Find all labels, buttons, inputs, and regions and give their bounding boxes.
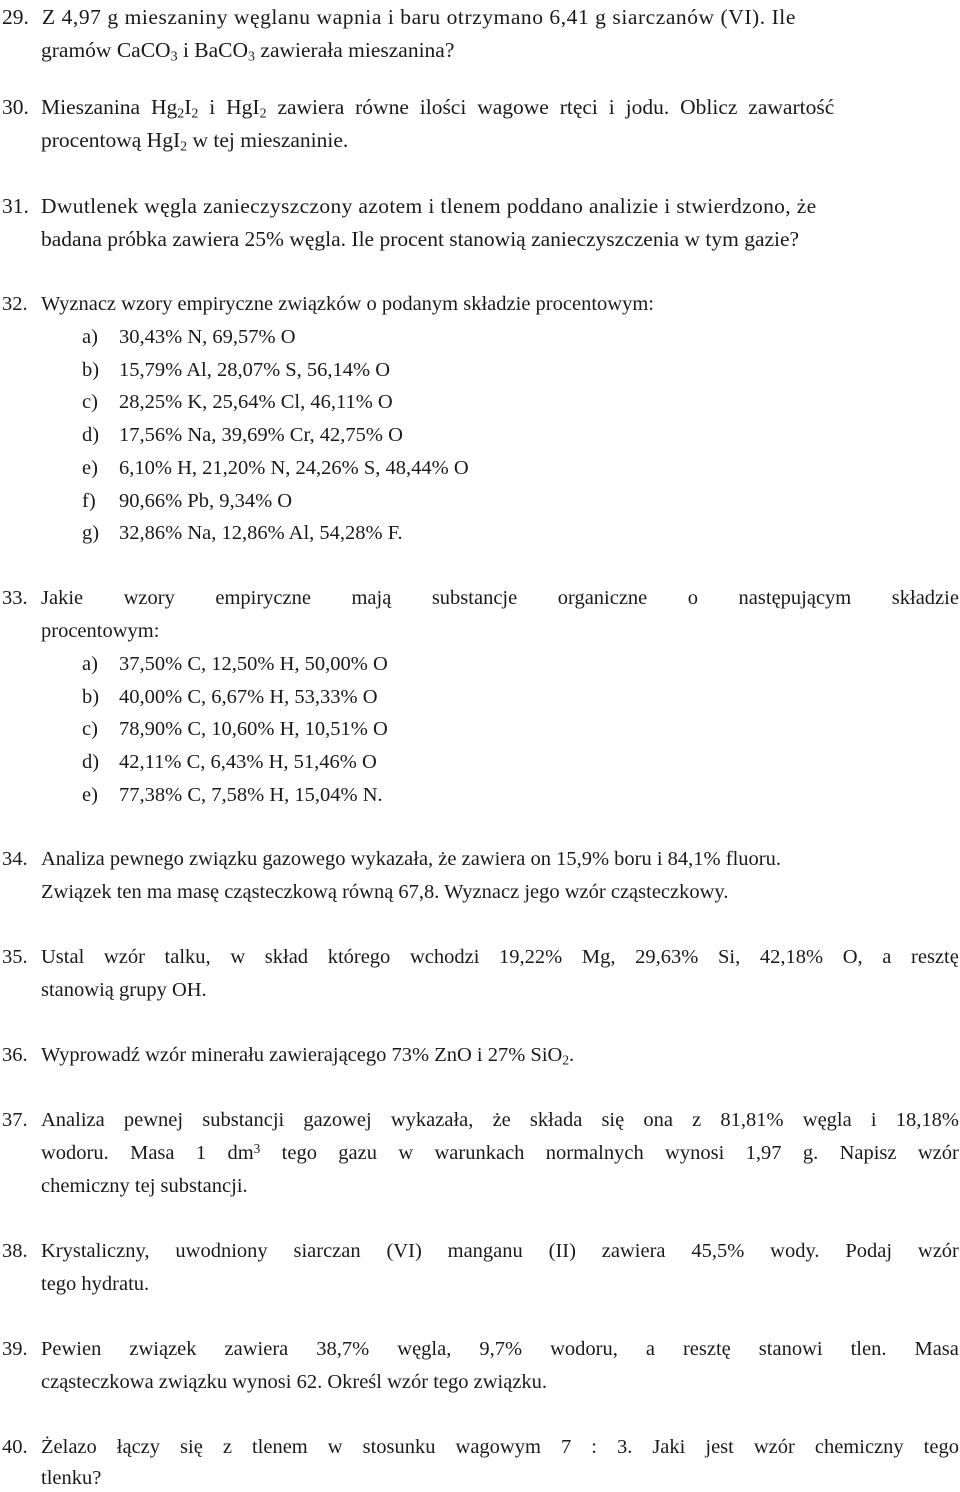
word: (VI) [386,1240,422,1262]
word: się [180,1436,203,1458]
word: Jakie [41,587,84,609]
word: skład [264,946,309,968]
word: tego [281,1142,317,1164]
word: a [645,1338,655,1360]
word: O, [842,946,863,968]
problem-text: procentowym: [41,620,160,642]
problem-text: chemiczny tej substancji. [41,1175,248,1197]
item-text: 17,56% Na, 39,69% Cr, 42,75% O [119,424,403,447]
word: siarczan [293,1240,361,1262]
word: organiczne [557,587,648,609]
word: wzór [103,946,145,968]
word: warunkach [434,1142,525,1164]
word: się [601,1109,625,1131]
word: 19,22% [499,946,563,968]
item-text: 15,79% Al, 28,07% S, 56,14% O [119,358,391,381]
word: węgla [802,1109,852,1131]
text-run: Wyprowadź wzór minerału zawierającego 73% ZnO i 27% SiO [41,1044,563,1066]
item-label: e) [82,783,98,806]
word: 38,7% [316,1338,370,1360]
word: wzory [123,587,175,609]
word: resztę [911,946,959,968]
word: łączy [116,1436,161,1458]
item-label: b) [82,358,100,381]
word: składa [529,1109,583,1131]
subscript: 2 [259,106,267,122]
word: związek [129,1338,197,1360]
word: wzór [917,1240,959,1262]
problem-text: tego hydratu. [41,1273,150,1295]
word: talku, [164,946,211,968]
problem-number: 35. [2,946,28,968]
word: węgla, [397,1338,452,1360]
word: jest [705,1436,734,1458]
word: 9,7% [479,1338,523,1360]
subscript: 2 [177,106,185,122]
problem-text [41,1041,574,1069]
problem-text: Wyznacz wzory empiryczne związków o podanym składzie procentowym: [41,293,654,315]
word: : [591,1436,597,1458]
item-label: d) [82,751,100,774]
superscript: 3 [253,1141,261,1157]
item-text: 42,11% C, 6,43% H, 51,46% O [119,751,377,774]
word: w [398,1142,414,1164]
word: Jaki [652,1436,686,1458]
word: wynosi [665,1142,725,1164]
word: stanowi [758,1338,823,1360]
problem-text: tlenku? [41,1467,102,1489]
item-text: 30,43% N, 69,57% O [119,326,296,348]
text-run: gramów CaCO [41,38,171,62]
word: składzie [891,587,959,609]
word: wzór [917,1142,959,1164]
word: g. [802,1142,819,1164]
word: wzór [753,1436,795,1458]
word: wykazała, [390,1109,474,1131]
word: resztę [682,1338,731,1360]
text-run: zawiera równe ilości wagowe rtęci i jodu. Oblicz zawartość [266,95,835,119]
word: tlen. [850,1338,887,1360]
item-label: b) [82,685,100,708]
problem-text: badana próbka zawiera 25% węgla. Ile procent stanowią zanieczyszczenia w tym gazie? [41,227,800,251]
problem-text: stanowią grupy OH. [41,979,207,1001]
item-text: 78,90% C, 10,60% H, 10,51% O [119,718,388,741]
problem-number: 32. [2,293,28,315]
item-label: a) [82,653,98,675]
problem-number: 34. [2,848,28,870]
word: wchodzi [409,946,480,968]
word: normalnych [545,1142,644,1164]
problem-text [41,1433,959,1461]
word: 18,18% [895,1109,959,1131]
word: substancje [431,587,518,609]
subscript: 3 [248,49,256,65]
problem-number: 33. [2,587,28,609]
problem-text: cząsteczkowa związku wynosi 62. Określ wzór tego związku. [41,1371,548,1393]
text-run: procentową HgI [41,128,181,152]
word: którego [327,946,391,968]
word: Napisz [839,1142,897,1164]
problem-number: 31. [2,194,29,218]
item-label: f) [82,489,96,512]
item-text: 32,86% Na, 12,86% Al, 54,28% F. [119,522,403,545]
word: (II) [548,1240,576,1262]
item-label: c) [82,391,98,414]
text-run: Mieszanina Hg [41,95,178,119]
word: gazu [338,1142,377,1164]
text-run: zawierała mieszanina? [255,38,455,62]
word: Mg, [581,946,616,968]
word: Podaj [845,1240,893,1262]
problem-number: 30. [2,95,29,119]
word: ona [643,1109,673,1131]
text-run: . [569,1044,575,1066]
word: 1 [195,1142,207,1164]
subscript: 3 [170,49,178,65]
word: zawiera [601,1240,666,1262]
word: 29,63% [635,946,699,968]
subscript: 2 [562,1052,569,1068]
item-label: e) [82,456,98,479]
item-label: a) [82,326,98,348]
word: chemiczny [814,1436,904,1458]
word: z [222,1436,232,1458]
word: Masa [914,1338,959,1360]
problem-number: 37. [2,1109,28,1131]
problem-text: Analiza pewnego związku gazowego wykazała, że zawiera on 15,9% boru i 84,1% fluoru. [41,848,781,870]
word: z [692,1109,702,1131]
problem-text [41,1237,959,1265]
word: wodoru. [41,1142,109,1164]
word: wodoru, [550,1338,618,1360]
problem-text [41,93,834,121]
item-text: 28,25% K, 25,64% Cl, 46,11% O [119,391,393,414]
word: substancji [202,1109,285,1131]
problem-text [41,943,959,971]
word: Żelazo [41,1436,97,1458]
unit-dm3 [227,1139,260,1167]
text-run: dm [227,1142,254,1164]
problem-text [41,126,348,154]
word: stosunku [362,1436,436,1458]
word: mają [351,587,392,609]
problem-text [41,584,959,612]
word: a [882,946,892,968]
item-label: g) [82,522,100,545]
word: tego [923,1436,959,1458]
word: 1,97 [745,1142,782,1164]
problem-number: 38. [2,1240,28,1262]
word: że [492,1109,511,1131]
subscript: 2 [180,139,188,155]
text-run: i BaCO [177,38,249,62]
problem-text: Dwutlenek węgla zanieczyszczony azotem i tlenem poddano analizie i stwierdzono, że [41,194,817,218]
word: Si, [717,946,741,968]
word: w [327,1436,343,1458]
problem-text [41,1335,959,1363]
item-label: d) [82,424,100,447]
word: Pewien [41,1338,102,1360]
item-text: 40,00% C, 6,67% H, 53,33% O [119,685,378,708]
word: empiryczne [215,587,311,609]
word: 42,18% [759,946,824,968]
problem-text [41,1139,959,1167]
word: manganu [447,1240,523,1262]
problem-number: 40. [2,1436,28,1458]
word: tlenem [251,1436,308,1458]
word: wody. [770,1240,820,1262]
word: następującym [738,587,852,609]
word: 81,81% [720,1109,784,1131]
word: Ustal [41,946,85,968]
subscript: 2 [191,106,199,122]
problem-number: 36. [2,1044,28,1066]
word: o [687,587,699,609]
word: Analiza [41,1109,105,1131]
text-run: i HgI [198,95,260,119]
problem-number: 39. [2,1338,28,1360]
problem-text [41,1106,959,1134]
item-text: 77,38% C, 7,58% H, 15,04% N. [119,783,383,806]
word: uwodniony [175,1240,268,1262]
word: wagowym [455,1436,541,1458]
word: i [870,1109,877,1131]
problem-number: 29. [2,5,29,29]
problem-text: Związek ten ma masę cząsteczkową równą 67,8. Wyznacz jego wzór cząsteczkowy. [41,881,729,903]
word: Masa [130,1142,175,1164]
text-run: w tej mieszaninie. [187,128,349,152]
word: gazowej [303,1109,372,1131]
problem-text: Z 4,97 g mieszaniny węglanu wapnia i baru otrzymano 6,41 g siarczanów (VI). Ile [42,5,796,29]
item-text: 37,50% C, 12,50% H, 50,00% O [119,653,388,675]
word: zawiera [224,1338,289,1360]
item-text: 90,66% Pb, 9,34% O [119,489,293,512]
problem-text [41,36,454,64]
word: Krystaliczny, [41,1240,150,1262]
word: 3. [616,1436,633,1458]
item-text: 6,10% H, 21,20% N, 24,26% S, 48,44% O [119,456,469,479]
word: 45,5% [691,1240,745,1262]
word: 7 [560,1436,572,1458]
item-label: c) [82,718,98,741]
word: w [230,946,246,968]
text-run: I [184,95,192,119]
word: pewnej [123,1109,184,1131]
